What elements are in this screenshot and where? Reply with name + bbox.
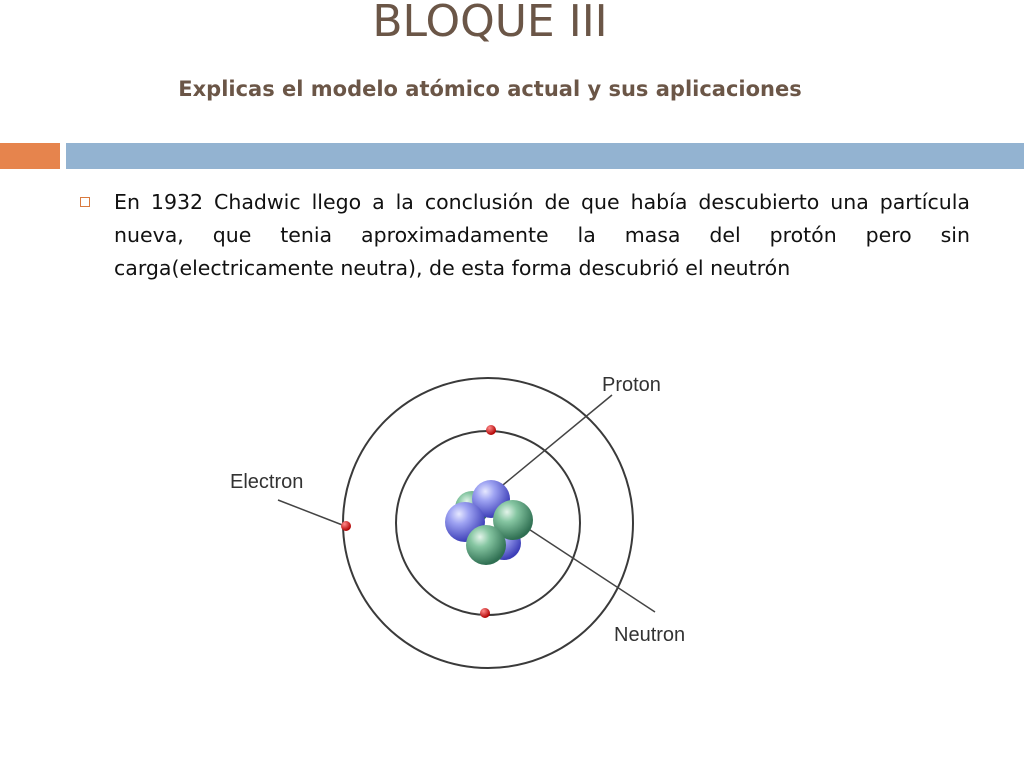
neutron-pointer-line <box>518 522 655 612</box>
outer-orbit <box>343 378 633 668</box>
electron-left <box>341 521 351 531</box>
electron-label: Electron <box>230 471 304 493</box>
inner-orbit <box>396 431 580 615</box>
atom-diagram <box>200 340 740 670</box>
proton-pointer-line <box>492 395 612 494</box>
bullet-text: En 1932 Chadwic llego a la conclusión de que había descubierto una partícula nueva, que tenia aproximadamente la masa del protón pero sin carga(electricamente neutra), de esta forma descubrió el neutrón <box>114 190 970 280</box>
electron-bottom <box>480 608 490 618</box>
neutron-bottom <box>466 525 506 565</box>
proton-label: Proton <box>602 374 661 396</box>
slide-title: BLOQUE III <box>372 0 608 47</box>
slide-subtitle: Explicas el modelo atómico actual y sus aplicaciones <box>178 77 802 101</box>
accent-bar-blue <box>66 143 1024 169</box>
bullet-square-icon <box>80 197 90 207</box>
accent-bar-orange <box>0 143 60 169</box>
electron-pointer-line <box>278 500 345 526</box>
electron-top <box>486 425 496 435</box>
neutron-label: Neutron <box>614 624 686 646</box>
